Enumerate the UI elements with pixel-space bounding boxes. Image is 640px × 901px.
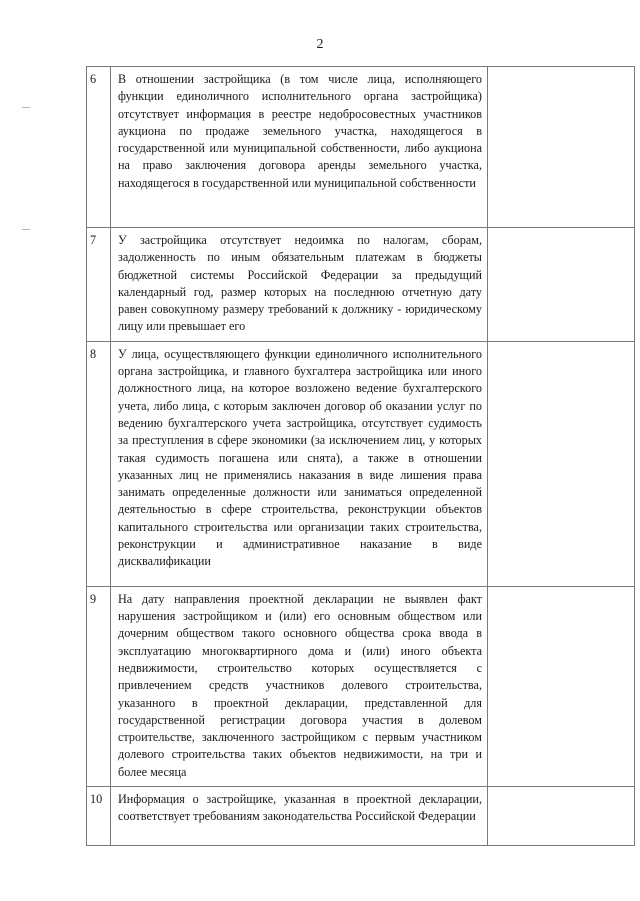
margin-mark <box>22 107 30 108</box>
row-number: 6 <box>87 67 111 228</box>
table-row <box>87 228 635 342</box>
page-number: 2 <box>316 37 324 52</box>
row-number: 10 <box>87 787 111 846</box>
criterion-text: У застройщика отсутствует недоимка по налогам, сборам, задолженность по иным обязательным платежам в бюджеты бюджетной системы Российской Федерации за предыдущий календарный год, размер которых на последнюю отчетную дату равен совокупному размеру требований к должнику - юридическому лицу или превышает его <box>111 228 488 342</box>
margin-mark <box>22 229 30 230</box>
table-row <box>87 67 635 228</box>
mark-cell <box>488 341 635 586</box>
row-number: 7 <box>87 228 111 342</box>
criterion-text: Информация о застройщике, указанная в проектной декларации, соответствует требованиям законодательства Российской Федерации <box>111 787 488 846</box>
table-row <box>87 787 635 846</box>
row-number: 9 <box>87 586 111 786</box>
mark-cell <box>488 228 635 342</box>
mark-cell <box>488 586 635 786</box>
criterion-text: В отношении застройщика (в том числе лица, исполняющего функции единоличного исполнительного органа застройщика) отсутствует информация в реестре недобросовестных участников аукциона по продаже земельного участка, находящегося в государственной или муниципальной собственности, либо аукциона на право заключения договора аренды земельного участка, находящегося в государственной или муниципальной собственности <box>111 67 488 228</box>
mark-cell <box>488 787 635 846</box>
table-row <box>87 341 635 586</box>
row-number: 8 <box>87 341 111 586</box>
mark-cell <box>488 67 635 228</box>
criterion-text: У лица, осуществляющего функции единоличного исполнительного органа застройщика, и главного бухгалтера застройщика или иного должностного лица, на которое возложено ведение бухгалтерского учета, либо лица, с которым заключен договор об оказании услуг по ведению бухгалтерского учета застройщика, отсутствует судимость за преступления в сфере экономики (за исключением лиц, у которых такая судимость погашена или снята), а также в отношении указанных лиц не применялись наказания в виде лишения права занимать определенные должности или заниматься определенной деятельностью в сфере строительства, реконструкции объектов капитального строительства или организации таких строительства, реконструкции и административное наказание в виде дисквалификации <box>111 341 488 586</box>
criterion-text: На дату направления проектной декларации не выявлен факт нарушения застройщиком и (или) его основным обществом или дочерним обществом такого основного общества срока ввода в эксплуатацию многоквартирного дома и (или) иного объекта недвижимости, строительство которых осуществляется с привлечением средств участников долевого строительства, указанного в проектной декларации, представленной для государственной регистрации договора участия в долевом строительстве, заключенного застройщиком с первым участником долевого строительства таких объектов недвижимости, на три и более месяца <box>111 586 488 786</box>
criteria-table <box>86 66 635 846</box>
table-row <box>87 586 635 786</box>
